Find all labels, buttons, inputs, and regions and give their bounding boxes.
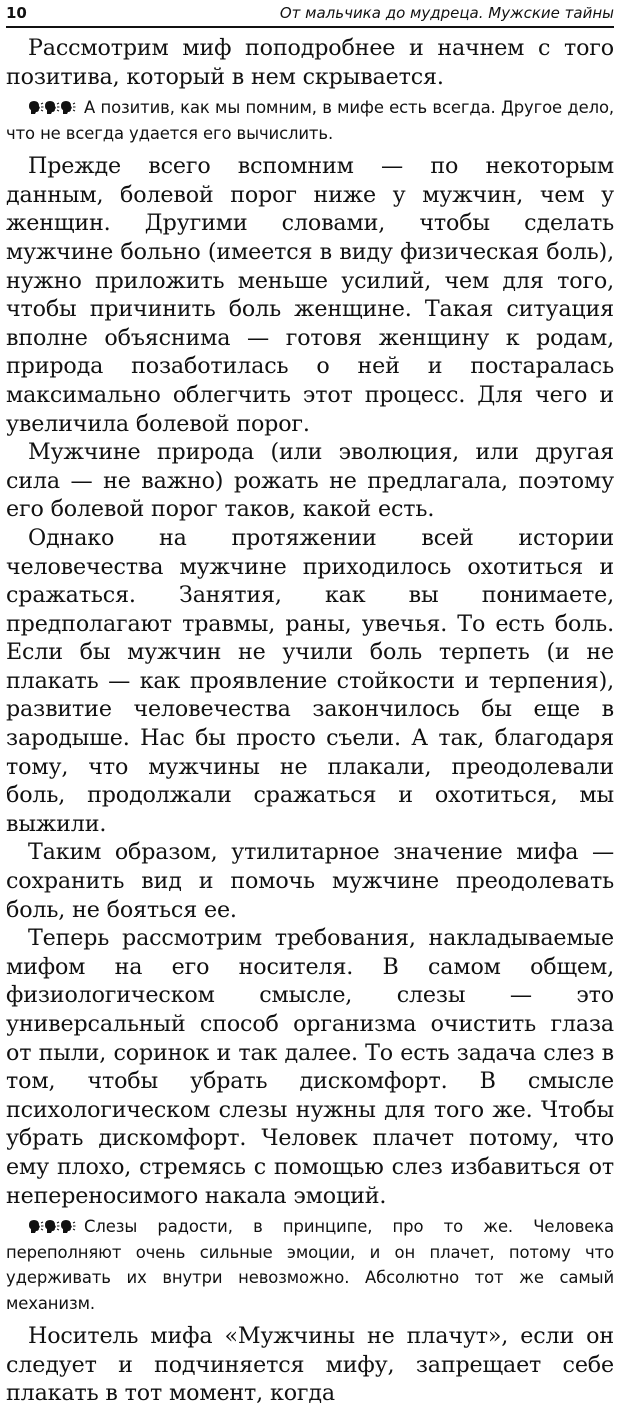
page-body (6, 34, 614, 1408)
book-page (0, 4, 620, 1407)
paragraph: Однако на протяжении всей истории человечества мужчине приходилось охотиться и сражаться. Занятия, как вы понимаете, предполагают травмы, раны, увечья. То есть боль. Если бы мужчин не учили боль терпеть (и не плакать — как проявление стойкости и терпения), развитие человечества закончилось бы еще в зародыше. Нас бы просто съели. А так, благодаря тому, что мужчины не плакали, преодолевали боль, продолжали сражаться и охотиться, мы выжили. (6, 524, 614, 837)
talking-heads-icon (28, 1219, 78, 1235)
aside-note (6, 95, 614, 146)
aside-text: Слезы радости, в принципе, про то же. Человека переполняют очень сильные эмоции, и он плачет, потому что удерживать их внутри невозможно. Абсолютно тот же самый механизм. (6, 1217, 614, 1313)
page-number: 10 (6, 4, 27, 22)
running-header (6, 4, 614, 28)
paragraph: Таким образом, утилитарное значение мифа — сохранить вид и помочь мужчине преодолевать боль, не бояться ее. (6, 839, 614, 923)
aside-text: А позитив, как мы помним, в мифе есть всегда. Другое дело, что не всегда удается его вычислить. (6, 98, 614, 143)
paragraph: Мужчине природа (или эволюция, или другая сила — не важно) рожать не предлагала, поэтому его болевой порог таков, какой есть. (6, 439, 614, 523)
paragraph: Рассмотрим миф поподробнее и начнем с того позитива, который в нем скрывается. (6, 35, 614, 90)
paragraph: Теперь рассмотрим требования, накладываемые мифом на его носителя. В самом общем, физиологическом смысле, слезы — это универсальный способ организма очистить глаза от пыли, соринок и так далее. То есть задача слез в том, чтобы убрать дискомфорт. В смысле психологическом слезы нужны для того же. Чтобы убрать дискомфорт. Человек плачет потому, что ему плохо, стремясь с помощью слез избавиться от непереносимого накала эмоций. (6, 925, 614, 1209)
talking-heads-icon (28, 100, 78, 116)
running-title: От мальчика до мудреца. Мужские тайны (279, 4, 614, 22)
paragraph: Прежде всего вспомним — по некоторым данным, болевой порог ниже у мужчин, чем у женщин. Другими словами, чтобы сделать мужчине больно (имеется в виду физическая боль), нужно приложить меньше усилий, чем для того, чтобы причинить боль женщине. Такая ситуация вполне объяснима — готовя женщину к родам, природа позаботилась о ней и постаралась максимально облегчить этот процесс. Для чего и увеличила болевой порог. (6, 153, 614, 437)
paragraph: Носитель мифа «Мужчины не плачут», если он следует и подчиняется мифу, запрещает себе плакать в тот момент, когда (6, 1323, 614, 1407)
aside-note (6, 1214, 614, 1316)
